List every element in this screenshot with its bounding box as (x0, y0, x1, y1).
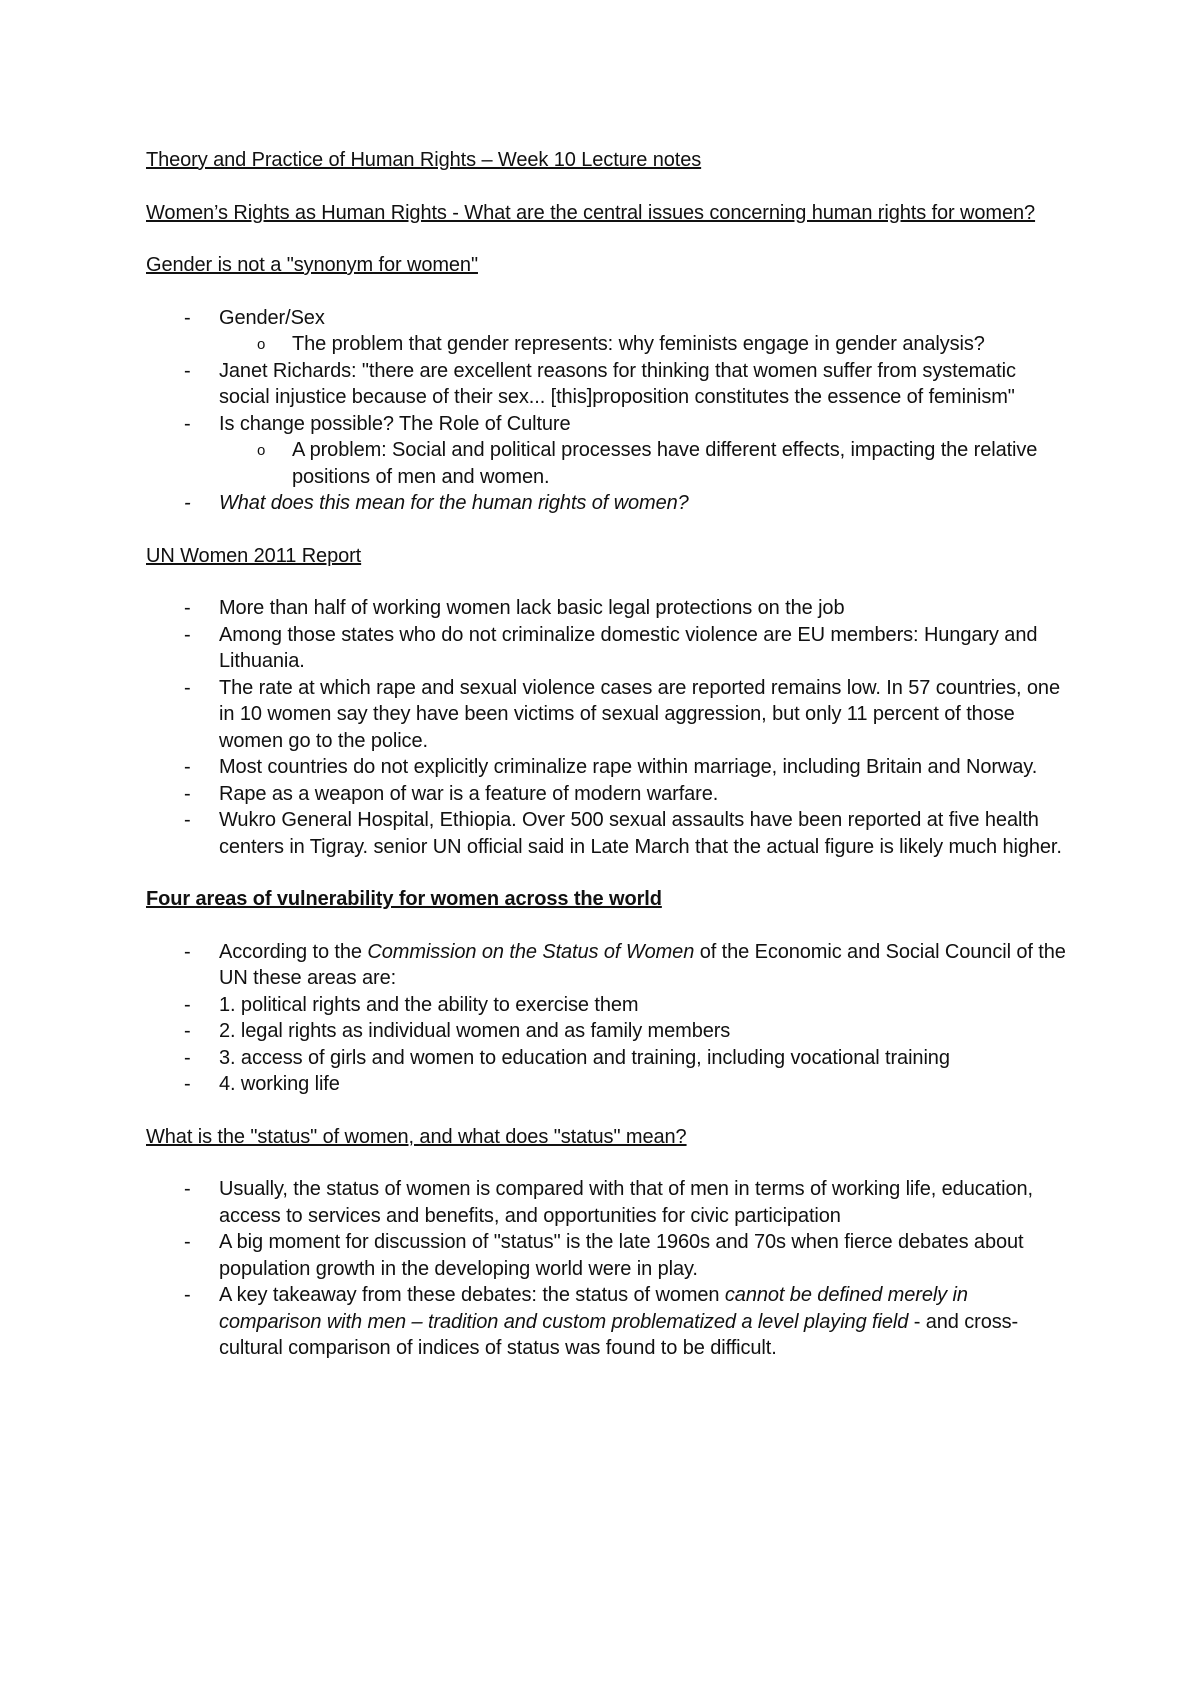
list-item: - Rape as a weapon of war is a feature of modern warfare. (146, 781, 1066, 808)
section-heading-gender: Gender is not a "synonym for women" (146, 254, 478, 276)
section-heading-vulnerability: Four areas of vulnerability for women across the world (146, 888, 662, 910)
list-item: - 3. access of girls and women to education and training, including vocational training (146, 1045, 1066, 1072)
list-item: - Is change possible? The Role of Culture o A problem: Social and political processes have different effects, impacting the relative positions of men and women. (146, 411, 1066, 491)
sub-list-item: o The problem that gender represents: why feminists engage in gender analysis? (219, 331, 1066, 358)
list-item: - Usually, the status of women is compared with that of men in terms of working life, education, access to services and benefits, and opportunities for civic participation (146, 1176, 1066, 1229)
vulnerability-list (146, 939, 1066, 1098)
section-heading-status: What is the "status" of women, and what does "status" mean? (146, 1125, 687, 1148)
list-item: - According to the Commission on the Status of Women of the Economic and Social Council of the UN these areas are: (146, 939, 1066, 992)
status-list (146, 1176, 1066, 1362)
list-item: - Most countries do not explicitly criminalize rape within marriage, including Britain and Norway. (146, 754, 1066, 781)
list-item: - Janet Richards: "there are excellent reasons for thinking that women suffer from systematic social injustice because of their sex... [this]proposition constitutes the essence of feminism" (146, 358, 1066, 411)
document-title: Theory and Practice of Human Rights – Week 10 Lecture notes (146, 149, 702, 171)
sub-list-item: o A problem: Social and political processes have different effects, impacting the relative positions of men and women. (219, 437, 1066, 490)
list-item: - 1. political rights and the ability to exercise them (146, 992, 1066, 1019)
gender-list (146, 305, 1066, 517)
list-item: - A big moment for discussion of "status" is the late 1960s and 70s when fierce debates about population growth in the developing world were in play. (146, 1229, 1066, 1282)
list-item: - The rate at which rape and sexual violence cases are reported remains low. In 57 countries, one in 10 women say they have been victims of sexual aggression, but only 11 percent of those women go to the police. (146, 675, 1066, 755)
list-item: - 2. legal rights as individual women and as family members (146, 1018, 1066, 1045)
document-page (146, 147, 1066, 1362)
list-item: - What does this mean for the human rights of women? (146, 490, 1066, 517)
sub-list (219, 437, 1066, 490)
list-item: - Among those states who do not criminalize domestic violence are EU members: Hungary and Lithuania. (146, 622, 1066, 675)
list-item: - Gender/Sex o The problem that gender represents: why feminists engage in gender analysis? (146, 305, 1066, 358)
sub-list (219, 331, 1066, 358)
list-item: - More than half of working women lack basic legal protections on the job (146, 595, 1066, 622)
section-heading-un-women: UN Women 2011 Report (146, 544, 362, 567)
list-item: - Wukro General Hospital, Ethiopia. Over 500 sexual assaults have been reported at five health centers in Tigray. senior UN official said in Late March that the actual figure is likely much higher. (146, 807, 1066, 860)
list-item: - 4. working life (146, 1071, 1066, 1098)
un-women-list (146, 595, 1066, 860)
list-item: - A key takeaway from these debates: the status of women cannot be defined merely in comparison with men – tradition and custom problematized a level playing field - and cross-cultural comparison of indices of status was found to be difficult. (146, 1282, 1066, 1362)
document-subtitle: Women’s Rights as Human Rights - What are the central issues concerning human rights for women? (146, 201, 1036, 224)
